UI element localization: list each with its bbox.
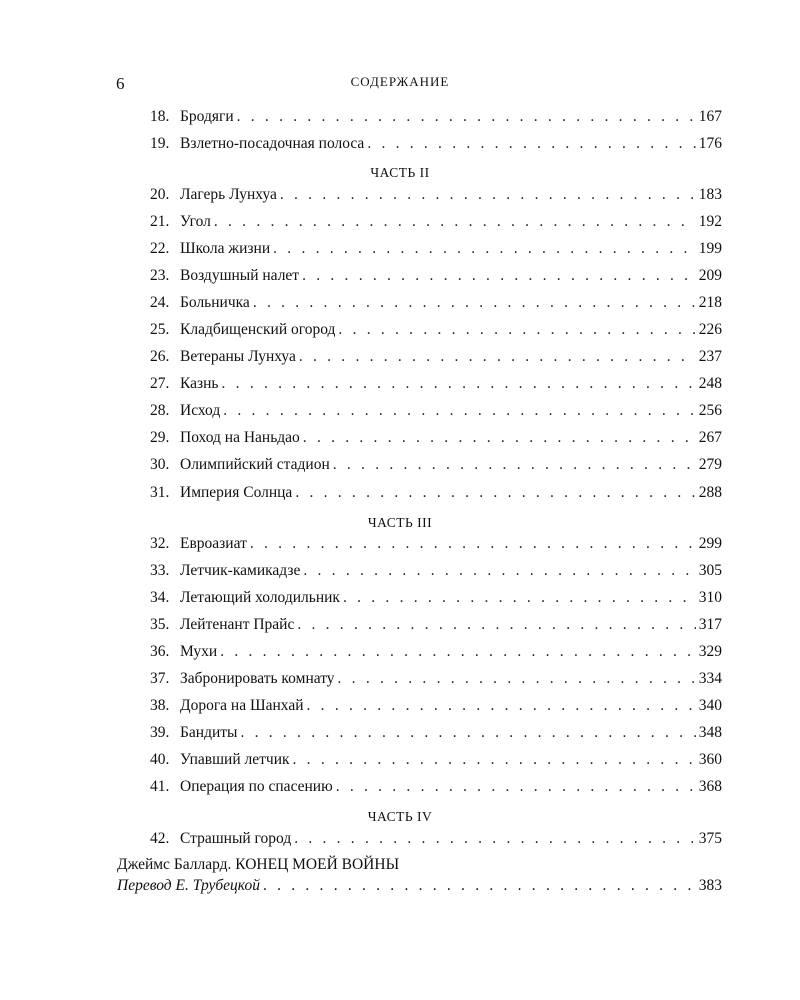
afterword-translator: Перевод Е. Трубецкой [117,877,260,894]
leader-dots [338,321,695,339]
chapter-title: Воздушный налет [180,267,300,284]
chapter-title: Евроазиат [180,535,247,552]
chapter-title: Ветераны Лунхуа [180,348,296,365]
leader-dots [220,643,696,661]
part-heading: ЧАСТЬ II [370,165,430,180]
leader-dots [280,186,696,204]
chapter-page: 340 [698,697,722,714]
chapter-page: 237 [698,348,722,365]
chapter-title: Мухи [180,643,218,660]
chapter-page: 348 [698,724,722,741]
chapter-page: 199 [698,240,722,257]
toc-entry [150,670,722,692]
chapter-number: 24. [150,294,170,311]
page-number: 6 [116,74,125,93]
chapter-page: 375 [698,830,722,847]
afterword-translator-row [117,877,722,895]
toc-entry [150,213,722,235]
chapter-page: 360 [698,751,722,768]
leader-dots [222,375,696,393]
leader-dots [294,830,696,848]
toc-entry [150,751,722,773]
toc-entry [150,456,722,478]
toc-entry [150,429,722,451]
part-heading: ЧАСТЬ IV [367,809,433,824]
chapter-title: Упавший летчик [180,751,290,768]
chapter-title: Лейтенант Прайс [180,616,295,633]
toc-entry [150,267,722,289]
chapter-page: 317 [698,616,722,633]
toc-entry [150,724,722,746]
chapter-page: 183 [698,186,722,203]
chapter-page: 256 [698,402,722,419]
toc-entry [150,589,722,611]
chapter-page: 310 [698,589,722,606]
toc-entry [150,294,722,316]
chapter-number: 20. [150,186,170,203]
chapter-number: 27. [150,375,170,392]
chapter-page: 368 [698,778,722,795]
leader-dots [338,670,696,688]
chapter-title: Поход на Наньдао [180,429,300,446]
toc-entry [150,240,722,262]
leader-dots [253,294,696,312]
toc-entry [150,402,722,424]
toc-entry [150,186,722,208]
chapter-number: 21. [150,213,170,230]
toc-entry [150,830,722,852]
chapter-title: Кладбищенский огород [180,321,336,338]
chapter-title: Забронировать комнату [180,670,335,687]
leader-dots [336,778,696,796]
leader-dots [307,697,696,715]
chapter-title: Школа жизни [180,240,271,257]
chapter-number: 22. [150,240,170,257]
leader-dots [214,213,696,231]
chapter-title: Угол [180,213,211,230]
chapter-title: Операция по спасению [180,778,333,795]
afterword-page: 383 [698,877,722,894]
chapter-page: 305 [698,562,722,579]
chapter-number: 23. [150,267,170,284]
chapter-title: Бродяги [180,108,234,125]
chapter-number: 26. [150,348,170,365]
chapter-title: Дорога на Шанхай [180,697,304,714]
chapter-title: Взлетно-посадочная полоса [180,135,365,152]
chapter-title: Империя Солнца [180,484,293,501]
leader-dots [303,429,696,447]
chapter-number: 28. [150,402,170,419]
toc-entry [150,778,722,800]
chapter-page: 299 [698,535,722,552]
chapter-page: 329 [698,643,722,660]
chapter-title: Летчик-камикадзе [180,562,301,579]
toc-entry [150,643,722,665]
leader-dots [333,456,696,474]
chapter-number: 40. [150,751,170,768]
chapter-number: 36. [150,643,170,660]
chapter-title: Страшный город [180,830,292,847]
chapter-number: 32. [150,535,170,552]
chapter-number: 34. [150,589,170,606]
chapter-title: Исход [180,402,221,419]
leader-dots [295,484,695,502]
leader-dots [273,240,696,258]
leader-dots [343,589,696,607]
chapter-number: 38. [150,697,170,714]
chapter-number: 35. [150,616,170,633]
chapter-number: 42. [150,830,170,847]
leader-dots [302,267,696,285]
chapter-number: 37. [150,670,170,687]
part-heading: ЧАСТЬ III [367,515,433,530]
toc-entry [150,562,722,584]
chapter-page: 209 [698,267,722,284]
chapter-page: 267 [698,429,722,446]
chapter-title: Больничка [180,294,250,311]
leader-dots [293,751,696,769]
chapter-number: 41. [150,778,170,795]
afterword-title: Джеймс Баллард. КОНЕЦ МОЕЙ ВОЙНЫ [117,856,400,873]
chapter-page: 226 [698,321,722,338]
toc-entry [150,321,722,343]
chapter-title: Бандиты [180,724,238,741]
chapter-number: 30. [150,456,170,473]
leader-dots [303,562,695,580]
chapter-number: 39. [150,724,170,741]
chapter-title: Олимпийский стадион [180,456,330,473]
leader-dots [250,535,696,553]
chapter-title: Летающий холодильник [180,589,340,606]
toc-entry [150,484,722,506]
chapter-page: 288 [698,484,722,501]
leader-dots [237,108,696,126]
toc-entry [150,535,722,557]
chapter-number: 25. [150,321,170,338]
chapter-number: 18. [150,108,170,125]
chapter-page: 218 [698,294,722,311]
chapter-page: 279 [698,456,722,473]
chapter-number: 33. [150,562,170,579]
chapter-number: 31. [150,484,170,501]
chapter-number: 29. [150,429,170,446]
leader-dots [223,402,696,420]
leader-dots [240,724,695,742]
toc-entry [150,616,722,638]
chapter-title: Казнь [180,375,219,392]
chapter-number: 19. [150,135,170,152]
chapter-page: 167 [698,108,722,125]
toc-entry [150,108,722,130]
running-head: СОДЕРЖАНИЕ [350,74,450,89]
chapter-page: 248 [698,375,722,392]
toc-entry [150,135,722,157]
leader-dots [299,348,696,366]
toc-entry [150,348,722,370]
chapter-page: 192 [698,213,722,230]
chapter-page: 334 [698,670,722,687]
chapter-page: 176 [698,135,722,152]
leader-dots [263,877,696,895]
leader-dots [297,616,695,634]
chapter-title: Лагерь Лунхуа [180,186,277,203]
toc-entry [150,375,722,397]
toc-entry [150,697,722,719]
leader-dots [367,135,695,153]
